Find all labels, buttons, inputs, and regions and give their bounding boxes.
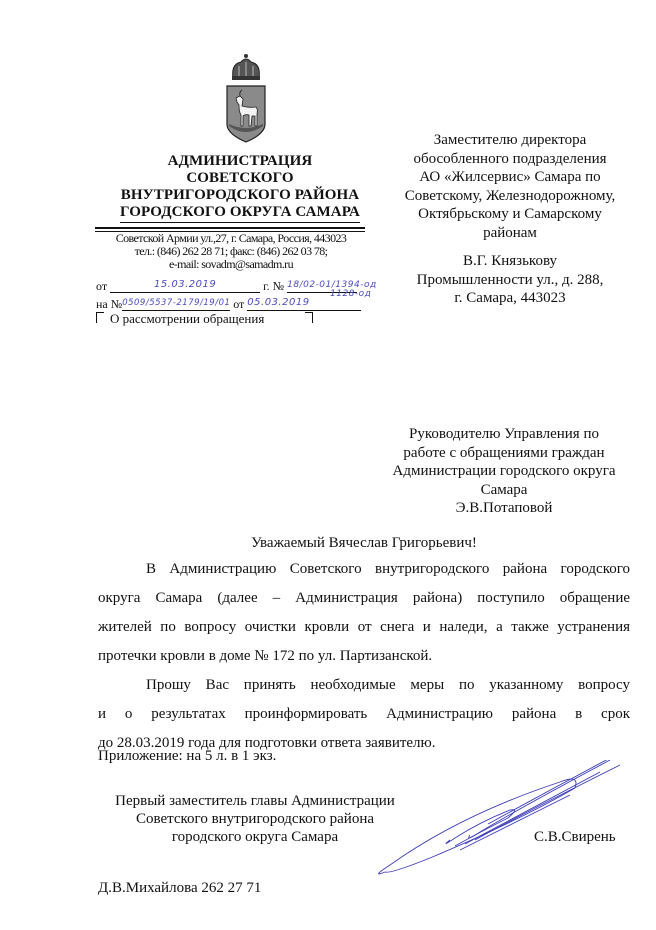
crown-icon (232, 54, 260, 80)
org-title-line: ГОРОДСКОГО ОКРУГА САМАРА (120, 204, 360, 223)
outgoing-date: 15.03.2019 (110, 278, 260, 293)
letter-paragraph-2 (98, 671, 630, 758)
recipient-line: обособленного подразделения (413, 150, 607, 167)
paragraph-line: округа Самара (далее – Администрация района) поступило обращение (98, 590, 630, 606)
letter-paragraph-1 (98, 555, 630, 671)
paragraph-line: жителей по вопросу очистки кровли от снега и наледи, а также устранения (98, 619, 630, 635)
number-label: г. № (263, 279, 285, 293)
org-title-line: ВНУТРИГОРОДСКОГО РАЙОНА (120, 187, 360, 203)
recipient-line: Э.В.Потаповой (455, 500, 553, 516)
reply-date-value: 05.03.2019 (247, 297, 310, 308)
subject-bracket-right (305, 312, 313, 323)
address-line: Советской Армии ул.,27, г. Самара, Россия, 443023 (115, 231, 347, 245)
recipient-primary (392, 131, 628, 308)
outgoing-registration-row (96, 278, 377, 293)
signer-title-line: Первый заместитель главы Администрации (115, 793, 395, 809)
subject-line: О рассмотрении обращения (110, 311, 265, 326)
paragraph-line: и о результатах проинформировать Администрацию района в срок (98, 706, 630, 722)
organization-contacts (92, 232, 370, 271)
reply-number: 0509/5537-2179/19/01 (122, 296, 230, 311)
paragraph-line: до 28.03.2019 года для подготовки ответа заявителю. (98, 735, 436, 751)
recipient-line: Октябрьскому и Самарскому (418, 206, 602, 222)
coat-of-arms-emblem (221, 52, 271, 144)
subject-bracket-left (96, 312, 104, 323)
recipient-name: В.Г. Князькову (462, 253, 558, 269)
signer-title-line: городского округа Самара (171, 829, 339, 845)
header-divider (95, 227, 365, 229)
signer-name: С.В.Свирень (534, 829, 616, 845)
recipient-line: Самара (480, 481, 528, 498)
recipient-address-line: г. Самара, 443023 (454, 290, 566, 306)
reply-from-label: от (233, 297, 245, 311)
recipient-line: Советскому, Железнодорожному, (404, 187, 616, 204)
recipient-secondary (378, 425, 630, 518)
paragraph-line: протечки кровли в доме № 172 по ул. Партизанской. (98, 648, 433, 664)
reply-label: на № (96, 297, 123, 311)
reply-registration-row (96, 296, 361, 311)
phone-line: тел.: (846) 262 28 71; факс: (846) 262 03 78; (134, 244, 328, 258)
executor-contact: Д.В.Михайлова 262 27 71 (98, 880, 262, 896)
recipient-address-line: Промышленности ул., д. 288, (416, 271, 604, 288)
attachment-note: Приложение: на 5 л. в 1 экз. (98, 748, 277, 764)
recipient-line: районам (483, 224, 537, 241)
recipient-line: Руководителю Управления по (409, 426, 599, 442)
signer-title (100, 792, 410, 846)
paragraph-line: В Администрацию Советского внутригородского района городского (146, 561, 630, 577)
organization-title (95, 153, 385, 223)
org-title-line: СОВЕТСКОГО (186, 170, 294, 186)
org-title-line: АДМИНИСТРАЦИЯ (167, 153, 313, 169)
recipient-line: Администрации городского округа (392, 463, 616, 479)
recipient-line: Заместителю директора (433, 132, 587, 148)
recipient-line: работе с обращениями граждан (403, 444, 605, 461)
from-label: от (96, 279, 108, 293)
signer-title-line: Советского внутригородского района (135, 811, 375, 827)
paragraph-line: Прошу Вас принять необходимые меры по указанному вопросу (146, 677, 630, 693)
outgoing-number: 18/02-01/1394-од (287, 278, 357, 293)
salutation: Уважаемый Вячеслав Григорьевич! (251, 535, 477, 551)
reply-suffix: 1128-од (330, 289, 372, 299)
handwritten-signature (370, 760, 620, 890)
email-line: e-mail: sovadm@samadm.ru (169, 257, 293, 271)
recipient-line: АО «Жилсервис» Самара по (419, 169, 601, 185)
